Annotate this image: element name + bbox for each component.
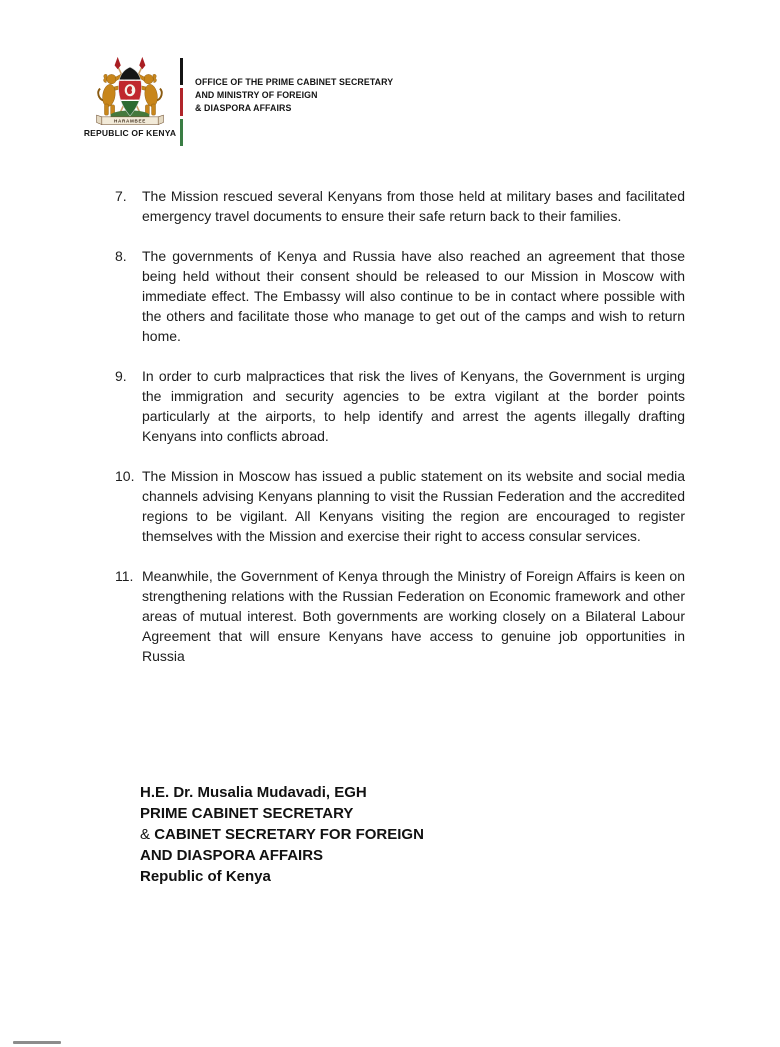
kenya-coat-of-arms-icon — [86, 56, 174, 128]
statement-item — [115, 566, 685, 666]
item-number: 8. — [115, 248, 127, 264]
divider-red-segment — [180, 88, 183, 115]
signatory-title-3: AND DIASPORA AFFAIRS — [140, 847, 324, 864]
divider-green-segment — [180, 119, 183, 146]
item-text: The governments of Kenya and Russia have also reached an agreement that those being held without their consent should be released to our Mission in Moscow with immediate effect. The Embassy will also continue to be in contact where possible with the others and facilitate those who manage to get out of the camps and wish to return home. — [142, 248, 685, 344]
republic-of-kenya-label: REPUBLIC OF KENYA — [83, 128, 177, 138]
item-text: In order to curb malpractices that risk the lives of Kenyans, the Government is urging the immigration and security agencies to be extra vigilant at the border points particularly at the airports, to help identify and arrest the agents illegally drafting Kenyans into conflicts abroad. — [142, 368, 685, 444]
divider-black-segment — [180, 58, 183, 85]
office-title — [195, 76, 393, 115]
statement-list — [115, 186, 685, 686]
item-number: 11. — [115, 568, 134, 584]
signatory-name: H.E. Dr. Musalia Mudavadi, EGH — [140, 784, 367, 801]
harambee-motto: HARAMBEE — [114, 118, 146, 124]
flag-divider — [180, 58, 183, 146]
footer-mark — [13, 1041, 61, 1044]
office-title-line-3: & DIASPORA AFFAIRS — [195, 103, 292, 113]
office-title-line-2: AND MINISTRY OF FOREIGN — [195, 90, 318, 100]
office-title-line-1: OFFICE OF THE PRIME CABINET SECRETARY — [195, 77, 394, 87]
item-text: The Mission rescued several Kenyans from those held at military bases and facilitated emergency travel documents to ensure their safe return back to their families. — [142, 188, 685, 224]
ampersand: & — [140, 826, 151, 843]
signature-block — [140, 782, 424, 887]
item-number: 7. — [115, 188, 127, 204]
signatory-title-2: & CABINET SECRETARY FOR FOREIGN — [140, 826, 424, 843]
statement-item — [115, 246, 685, 346]
item-text: The Mission in Moscow has issued a public statement on its website and social media channels advising Kenyans planning to visit the Russian Federation and the accredited regions to be vigilant. All Kenyans visiting the region are encouraged to register themselves with the Mission and exercise their right to access consular services. — [142, 468, 685, 544]
statement-item — [115, 366, 685, 446]
signatory-org: Republic of Kenya — [140, 868, 271, 885]
item-number: 9. — [115, 368, 127, 384]
item-number: 10. — [115, 468, 135, 484]
statement-item — [115, 466, 685, 546]
signatory-title-1: PRIME CABINET SECRETARY — [140, 805, 354, 822]
statement-item — [115, 186, 685, 226]
item-text: Meanwhile, the Government of Kenya through the Ministry of Foreign Affairs is keen on strengthening relations with the Russian Federation on Economic framework and other areas of mutual interest. Both governments are working closely on a Bilateral Labour Agreement that will ensure Kenyans have access to genuine job opportunities in Russia — [142, 568, 685, 664]
